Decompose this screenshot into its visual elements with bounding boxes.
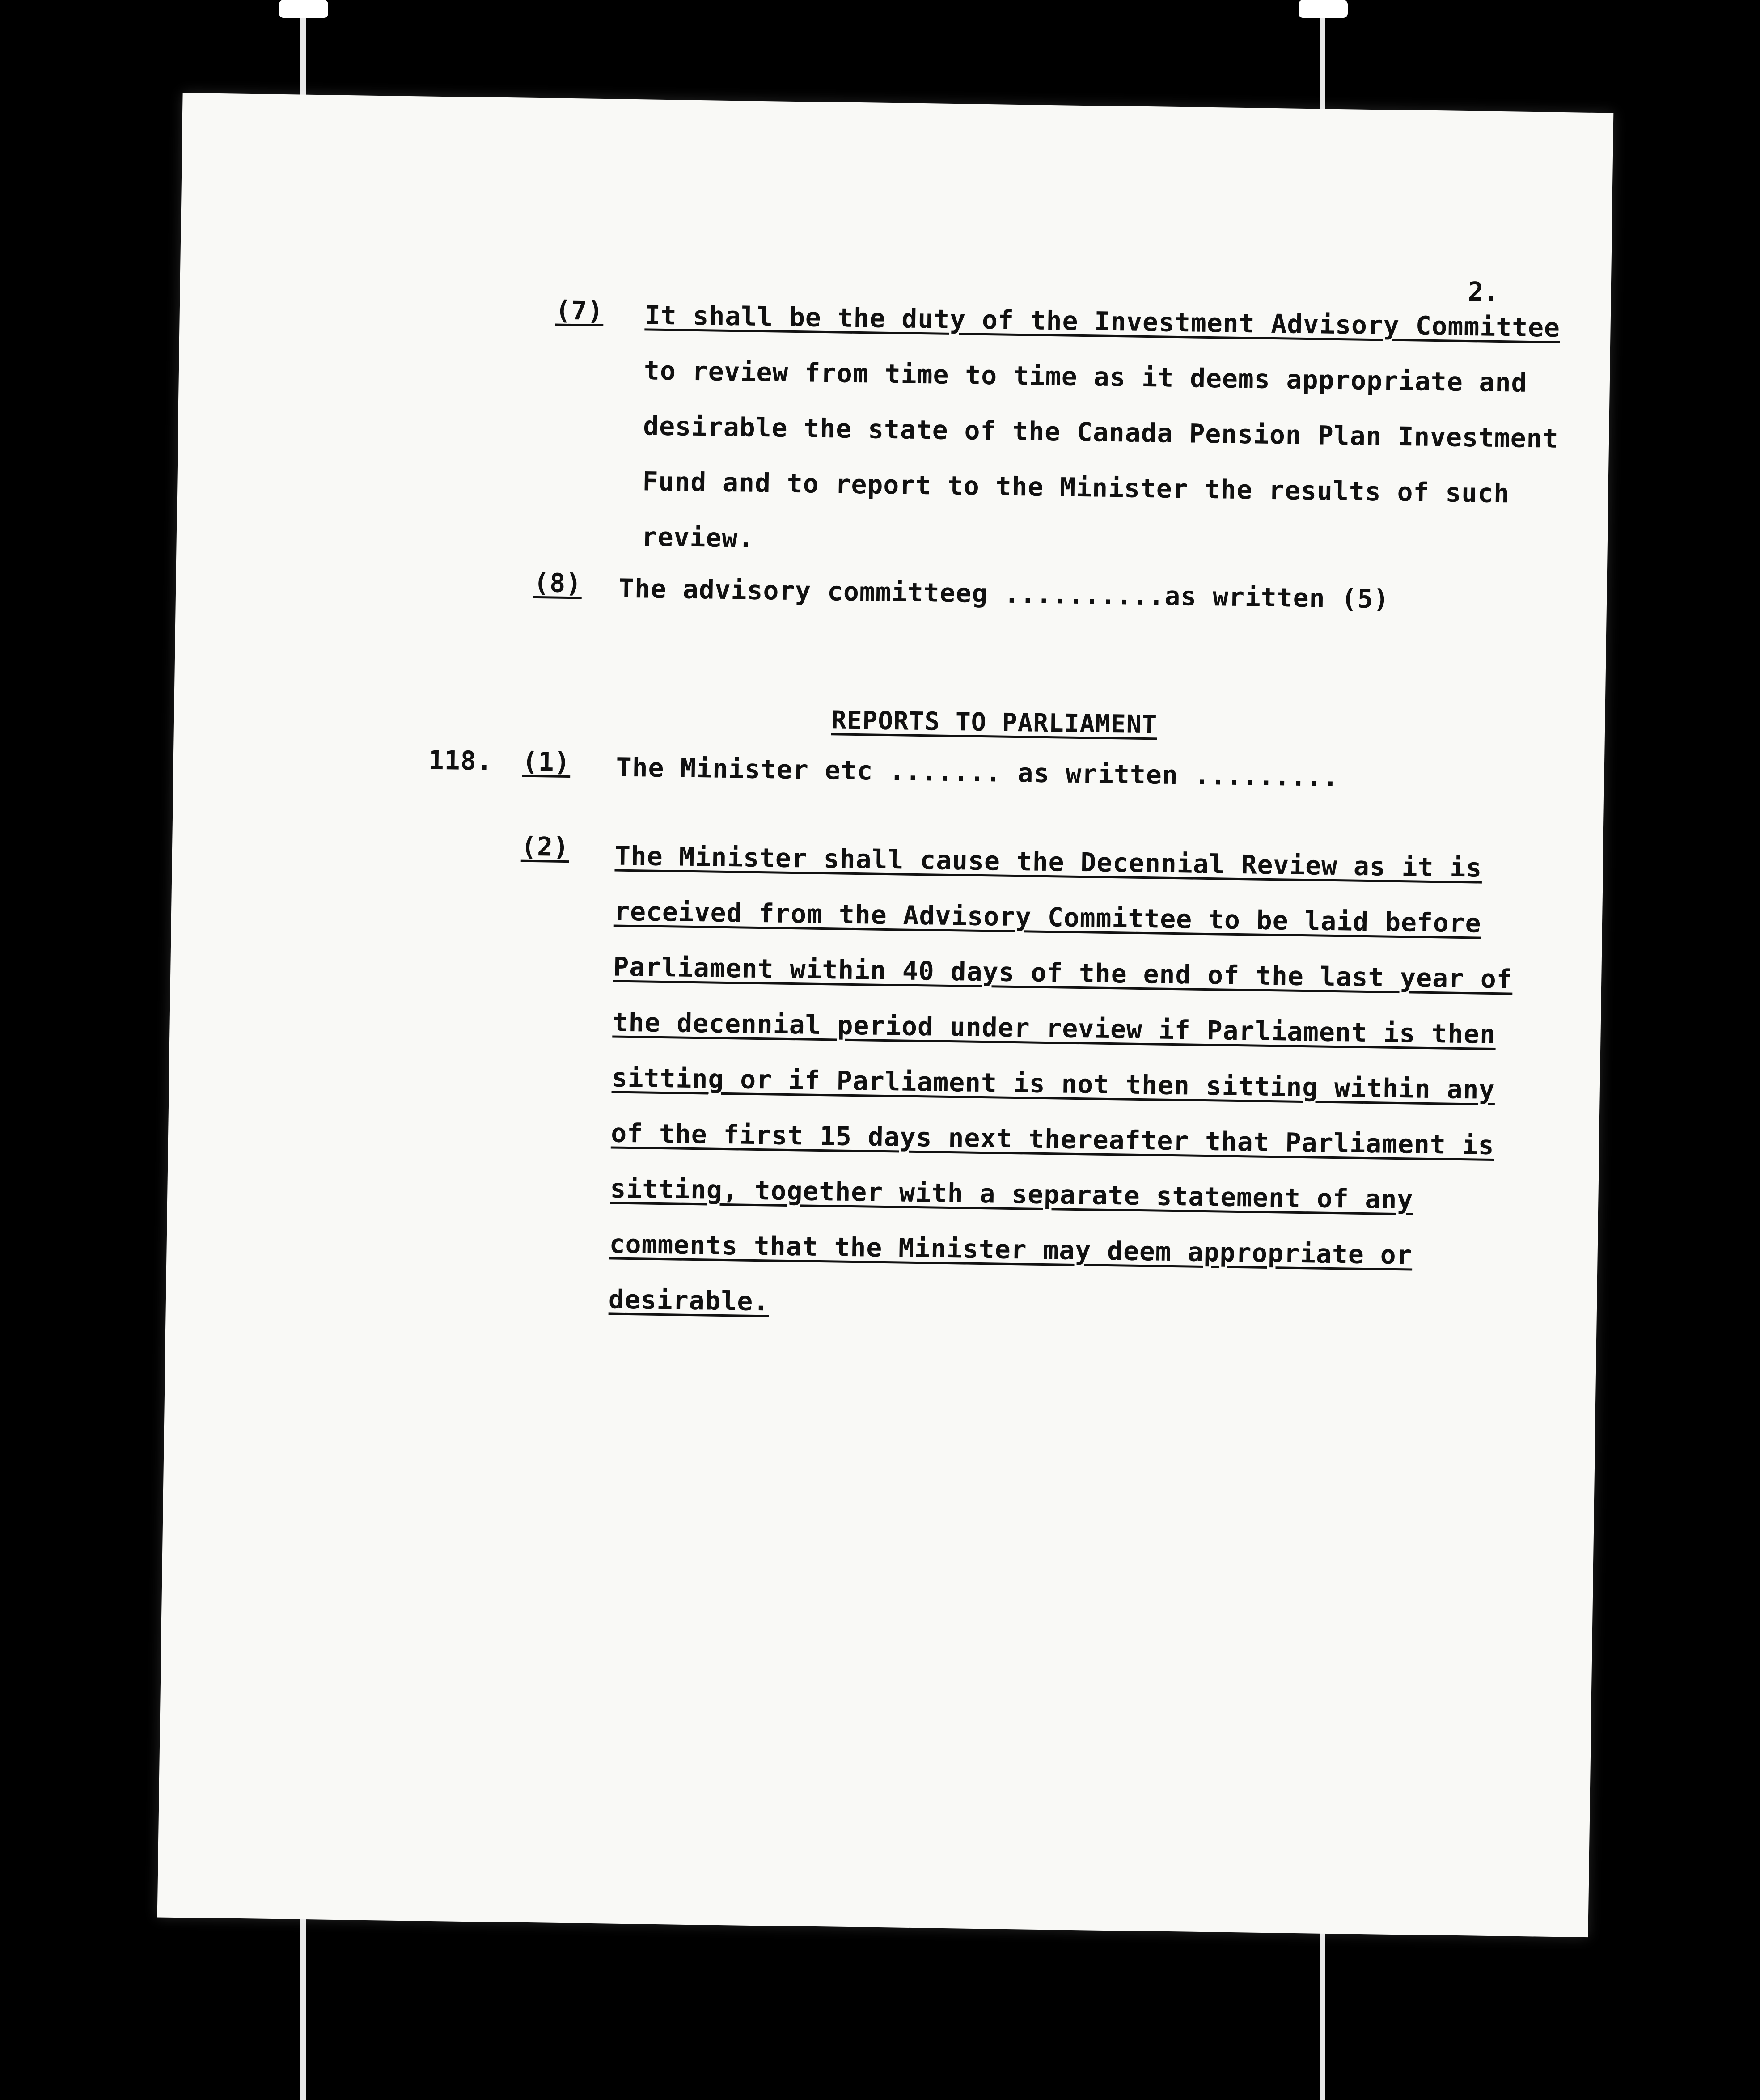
section-7-line: to review from time to time as it deems appropriate and — [643, 355, 1527, 398]
document-page — [157, 93, 1614, 1937]
page-number: 2. — [1468, 276, 1500, 308]
section-7-marker: (7) — [555, 295, 604, 326]
section-7-line: desirable the state of the Canada Pension Plan Investment — [643, 411, 1559, 454]
subsection-2-line: desirable. — [608, 1284, 770, 1317]
subsection-2-text — [608, 828, 1515, 1340]
film-tick-mark — [279, 0, 328, 18]
subsection-2-line: Parliament within 40 days of the end of the last year of — [613, 951, 1513, 995]
section-7-line: review. — [641, 521, 754, 554]
section-heading: REPORTS TO PARLIAMENT — [831, 706, 1158, 740]
subsection-2-line: sitting, together with a separate statement of any — [610, 1173, 1413, 1215]
subsection-2-line: sitting or if Parliament is not then sitting within any — [611, 1062, 1495, 1105]
section-7-text — [641, 287, 1561, 577]
subsection-2-line: the decennial period under review if Parliament is then — [612, 1007, 1496, 1050]
subsection-2-line: The Minister shall cause the Decennial Review as it is — [614, 840, 1482, 883]
subsection-1-marker: (1) — [522, 746, 571, 778]
section-8-marker: (8) — [533, 567, 582, 599]
subsection-2-line: comments that the Minister may deem appropriate or — [609, 1228, 1413, 1270]
section-8-text: The advisory committeeg ..........as written (5) — [618, 573, 1390, 614]
film-tick-mark — [1299, 0, 1348, 18]
subsection-2-marker: (2) — [520, 831, 570, 863]
section-7-line: It shall be the duty of the Investment Advisory Committee — [644, 300, 1561, 343]
section-7-line: Fund and to report to the Minister the results of such — [642, 466, 1510, 509]
subsection-2-line: of the first 15 days next thereafter that Parliament is — [610, 1118, 1495, 1161]
subsection-1-text: The Minister etc ....... as written ......... — [616, 752, 1339, 793]
subsection-2-line: received from the Advisory Committee to be laid before — [613, 896, 1482, 939]
section-118-number: 118. — [428, 745, 493, 776]
